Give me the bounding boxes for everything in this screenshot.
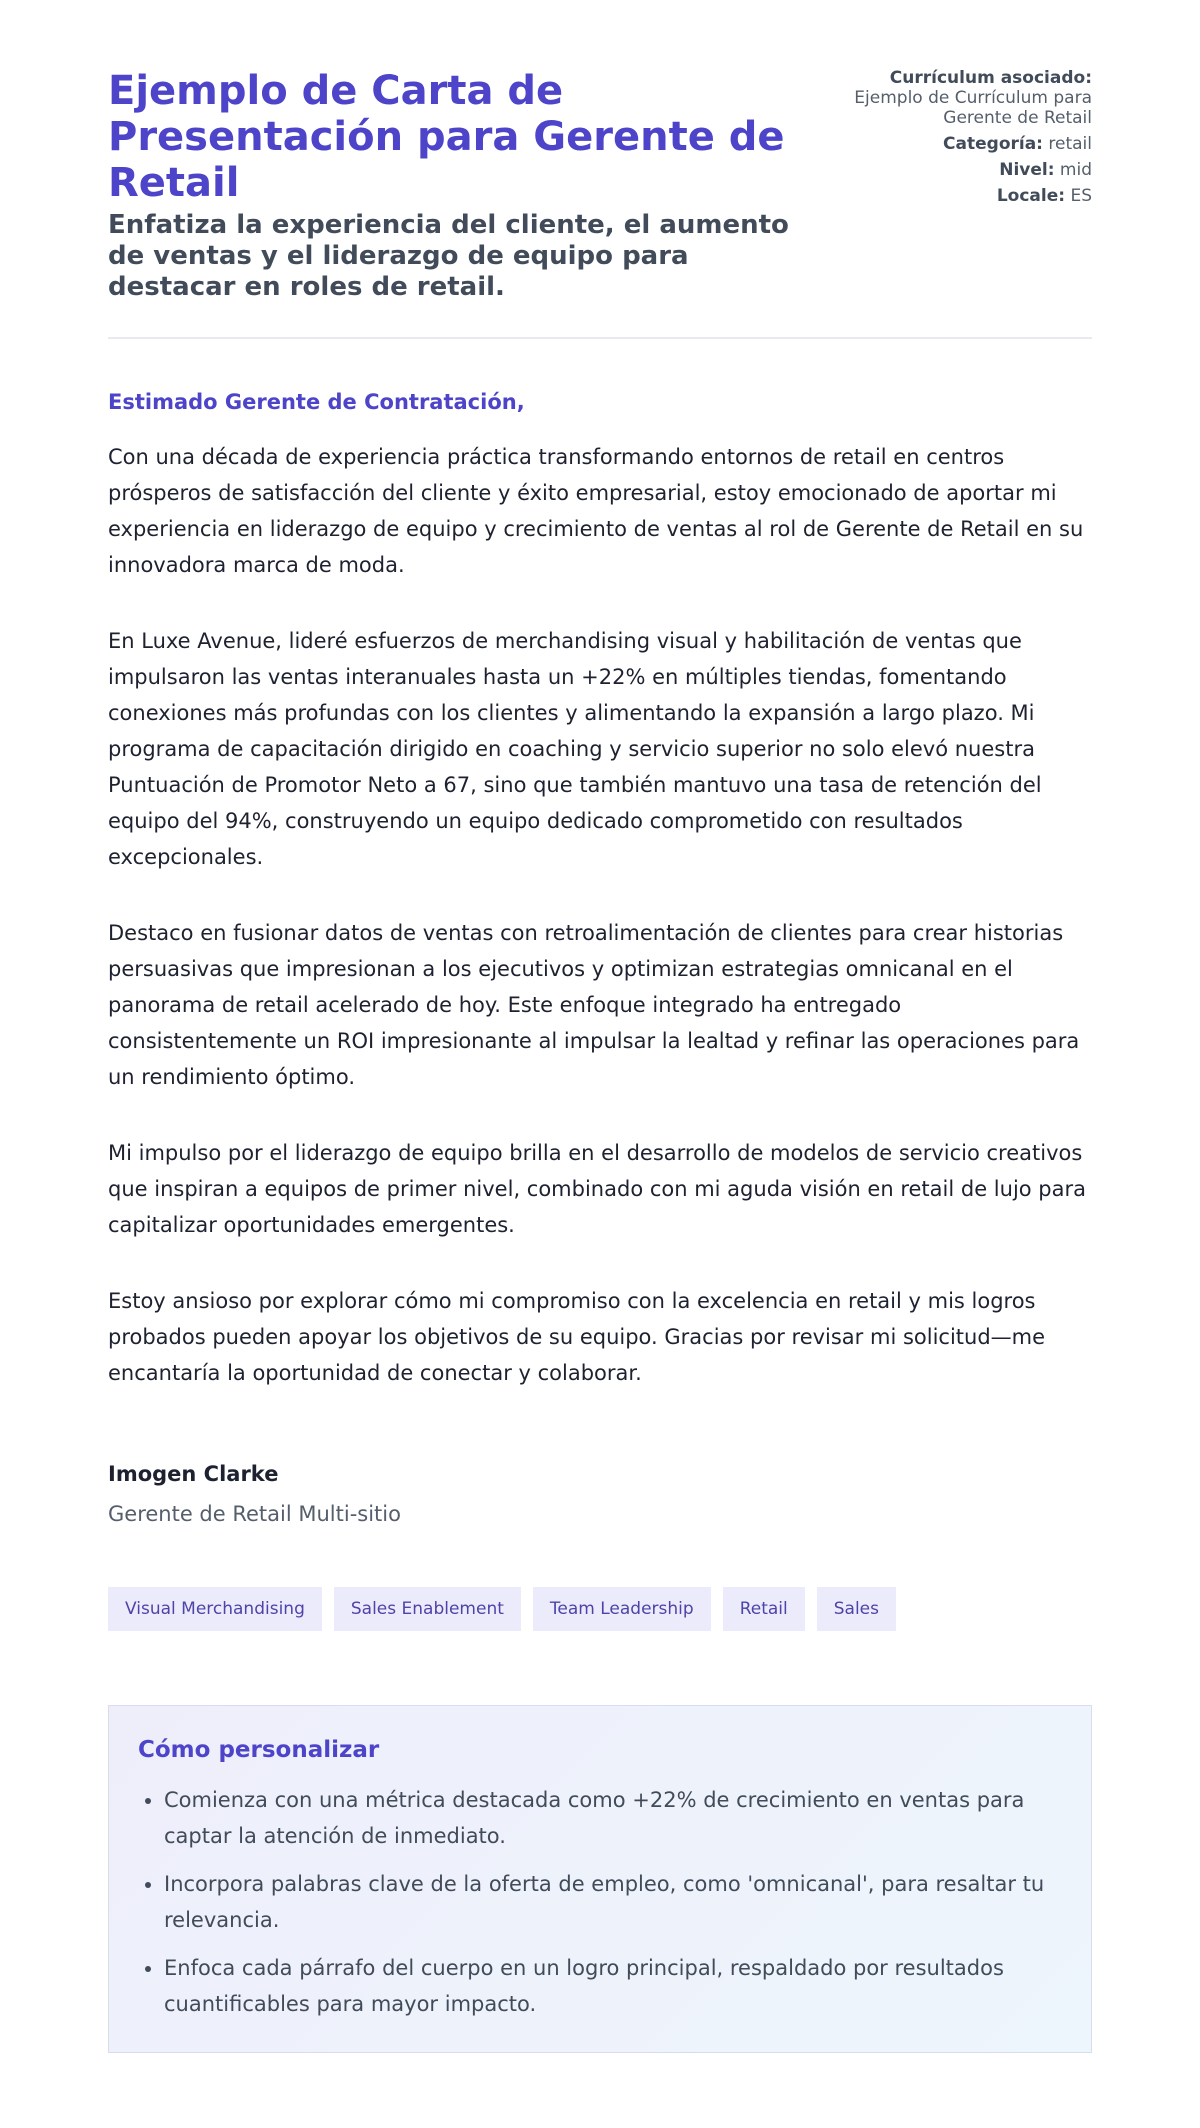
meta-resume-value: Ejemplo de Currículum para Gerente de Retail — [854, 88, 1092, 128]
signature-title: Gerente de Retail Multi-sitio — [108, 1502, 401, 1526]
signature-name: Imogen Clarke — [108, 1462, 279, 1486]
letter-paragraph: Destaco en fusionar datos de ventas con retroalimentación de clientes para crear historias persuasivas que impresionan a los ejecutivos y optimizan estrategias omnicanal en el panorama de retail acelerado de hoy. Este enfoque integrado ha entregado consistentemente un ROI impresionante al impulsar la lealtad y refinar las operaciones para un rendimiento óptimo. — [108, 921, 1080, 1089]
meta-locale-label: Locale: — [996, 186, 1066, 206]
meta-category — [832, 134, 1092, 154]
meta-level-value: mid — [1059, 160, 1092, 180]
tip-item: • Incorpora palabras clave de la oferta de empleo, como 'omnicanal', para resaltar tu relevancia. — [164, 1866, 1061, 1938]
meta-level — [832, 160, 1092, 180]
letter-paragraph: En Luxe Avenue, lideré esfuerzos de merchandising visual y habilitación de ventas que impulsaron las ventas interanuales hasta un +22% en múltiples tiendas, fomentando conexiones más profundas con los clientes y alimentando la expansión a largo plazo. Mi programa de capacitación dirigido en coaching y servicio superior no solo elevó nuestra Puntuación de Promotor Neto a 67, sino que también mantuvo una tasa de retención del equipo del 94%, construyendo un equipo dedicado comprometido con resultados excepcionales. — [108, 629, 1042, 869]
header-divider — [108, 337, 1092, 339]
letter-salutation: Estimado Gerente de Contratación, — [108, 390, 525, 414]
tag-sales-enablement[interactable]: Sales Enablement — [334, 1587, 521, 1631]
meta-level-label: Nivel: — [999, 160, 1055, 180]
meta-category-value: retail — [1048, 134, 1092, 154]
letter-paragraph: Mi impulso por el liderazgo de equipo brilla en el desarrollo de modelos de servicio creativos que inspiran a equipos de primer nivel, combinado con mi aguda visión en retail de lujo para capitalizar oportunidades emergentes. — [108, 1141, 1087, 1237]
page-subtitle: Enfatiza la experiencia del cliente, el aumento de ventas y el liderazgo de equipo para destacar en roles de retail. — [108, 210, 789, 302]
meta-locale-value: ES — [1070, 186, 1092, 206]
tip-item: • Comienza con una métrica destacada como +22% de crecimiento en ventas para captar la atención de inmediato. — [164, 1782, 1061, 1854]
tag-retail[interactable]: Retail — [723, 1587, 805, 1631]
signature-block — [108, 1461, 1092, 1527]
meta-resume-label: Currículum asociado: — [889, 68, 1092, 88]
tips-title: Cómo personalizar — [138, 1737, 380, 1763]
title-block — [108, 68, 798, 303]
tip-item: • Enfoca cada párrafo del cuerpo en un logro principal, respaldado por resultados cuantificables para mayor impacto. — [164, 1950, 1061, 2022]
meta-resume — [832, 68, 1092, 128]
tag-visual-merchandising[interactable]: Visual Merchandising — [108, 1587, 322, 1631]
customization-tips-box — [108, 1705, 1092, 2053]
tag-team-leadership[interactable]: Team Leadership — [533, 1587, 711, 1631]
metadata-panel — [832, 68, 1092, 212]
meta-category-label: Categoría: — [943, 134, 1043, 154]
page-title: Ejemplo de Carta de Presentación para Gerente de Retail — [108, 68, 785, 206]
letter-paragraph: Con una década de experiencia práctica transformando entornos de retail en centros prósperos de satisfacción del cliente y éxito empresarial, estoy emocionado de aportar mi experiencia en liderazgo de equipo y crecimiento de ventas al rol de Gerente de Retail en su innovadora marca de moda. — [108, 445, 1084, 577]
tag-list — [108, 1587, 1092, 1631]
tag-sales[interactable]: Sales — [817, 1587, 896, 1631]
letter-paragraph: Estoy ansioso por explorar cómo mi compromiso con la excelencia en retail y mis logros probados pueden apoyar los objetivos de su equipo. Gracias por revisar mi solicitud—me encantaría la oportunidad de conectar y colaborar. — [108, 1289, 1046, 1385]
tips-list — [138, 1782, 1061, 2022]
meta-locale — [832, 186, 1092, 206]
page-header — [108, 68, 1092, 303]
